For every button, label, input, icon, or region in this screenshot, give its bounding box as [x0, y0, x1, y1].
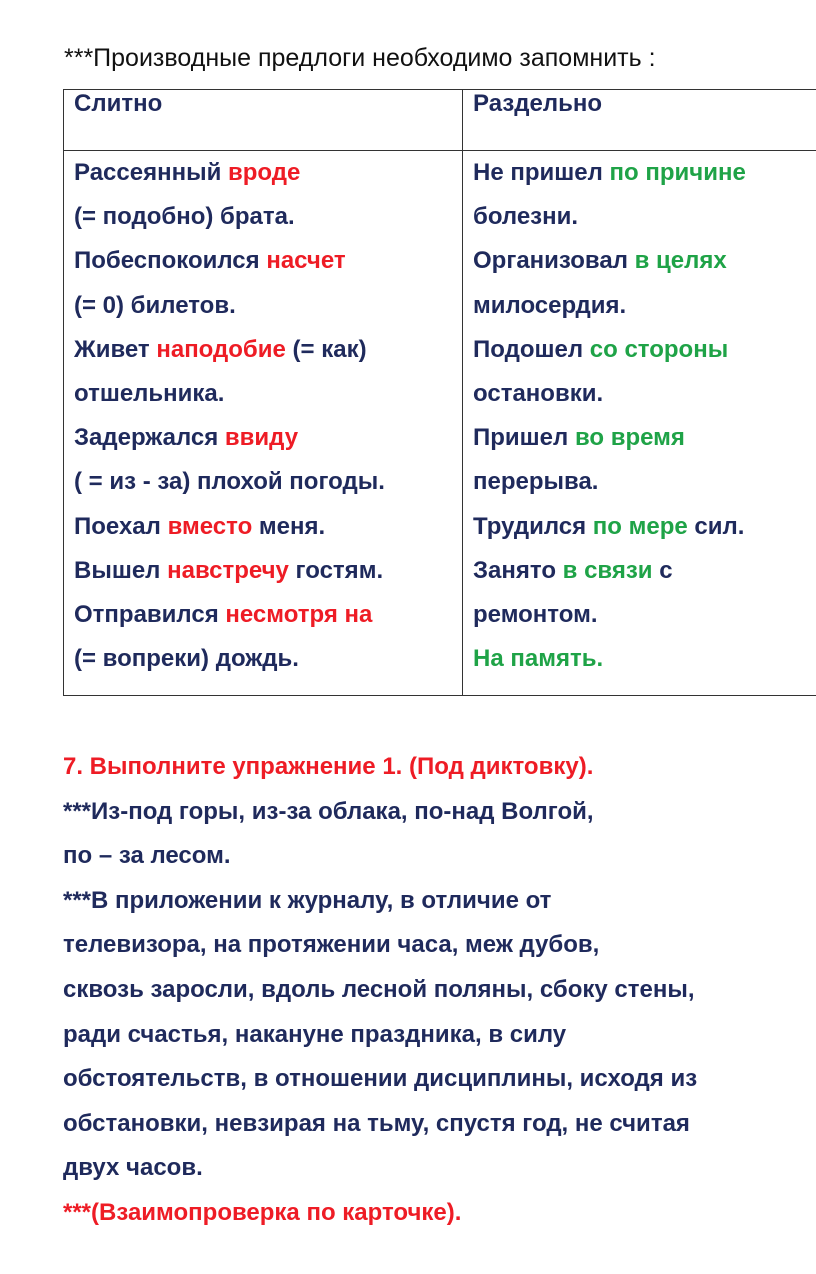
table-line: ремонтом.	[473, 601, 598, 629]
exercise-line: обстоятельств, в отношении дисциплины, исходя из	[63, 1065, 698, 1093]
table-line: На память.	[473, 645, 604, 673]
table-body-row	[64, 151, 816, 696]
table-line: отшельника.	[74, 380, 225, 408]
table-line: (= подобно) брата.	[74, 203, 295, 231]
table-line: болезни.	[473, 203, 579, 231]
exercise-line: телевизора, на протяжении часа, меж дубов,	[63, 931, 600, 959]
exercise-line: ***В приложении к журналу, в отличие от	[63, 886, 552, 914]
page-heading: ***Производные предлоги необходимо запомнить :	[64, 44, 656, 72]
solid-column	[64, 151, 463, 696]
exercise-footer: ***(Взаимопроверка по карточке).	[63, 1198, 462, 1226]
table-line: Пришел во время	[473, 424, 685, 452]
exercise-line: ради счастья, накануне праздника, в силу	[63, 1020, 567, 1048]
separate-column	[463, 151, 816, 696]
table-line: Вышел навстречу гостям.	[74, 556, 384, 584]
table-line: перерыва.	[473, 468, 599, 496]
table-header-row	[64, 90, 816, 151]
table-line: Рассеянный вроде	[74, 159, 301, 186]
table-line: ( = из - за) плохой погоды.	[74, 468, 385, 496]
header-solid: Слитно	[64, 90, 463, 151]
exercise-line: обстановки, невзирая на тьму, спустя год, не считая	[63, 1109, 690, 1137]
table-line: милосердия.	[473, 291, 627, 319]
table-line: (= вопреки) дождь.	[74, 645, 299, 673]
table-line: Поехал вместо меня.	[74, 512, 326, 540]
table-line: Живет наподобие (= как)	[74, 335, 367, 363]
exercise-line: по – за лесом.	[63, 842, 231, 870]
table-line: Не пришел по причине	[473, 159, 746, 186]
table-line: Побеспокоился насчет	[74, 247, 346, 275]
table-line: Занято в связи с	[473, 556, 673, 584]
exercise-line: двух часов.	[63, 1154, 203, 1182]
table-line: Отправился несмотря на	[74, 601, 373, 629]
table-line: Трудился по мере сил.	[473, 512, 745, 540]
table-line: Задержался ввиду	[74, 424, 299, 452]
table-line: (= 0) билетов.	[74, 291, 236, 319]
header-separate: Раздельно	[463, 90, 816, 151]
prepositions-table	[63, 89, 816, 696]
table-line: остановки.	[473, 380, 604, 408]
exercise-line: сквозь заросли, вдоль лесной поляны, сбоку стены,	[63, 975, 695, 1003]
exercise-section	[63, 745, 808, 1236]
table-line: Подошел со стороны	[473, 335, 729, 363]
exercise-line: ***Из-под горы, из-за облака, по-над Волгой,	[63, 797, 594, 825]
table-line: Организовал в целях	[473, 247, 727, 275]
exercise-title: 7. Выполните упражнение 1. (Под диктовку).	[63, 753, 594, 780]
